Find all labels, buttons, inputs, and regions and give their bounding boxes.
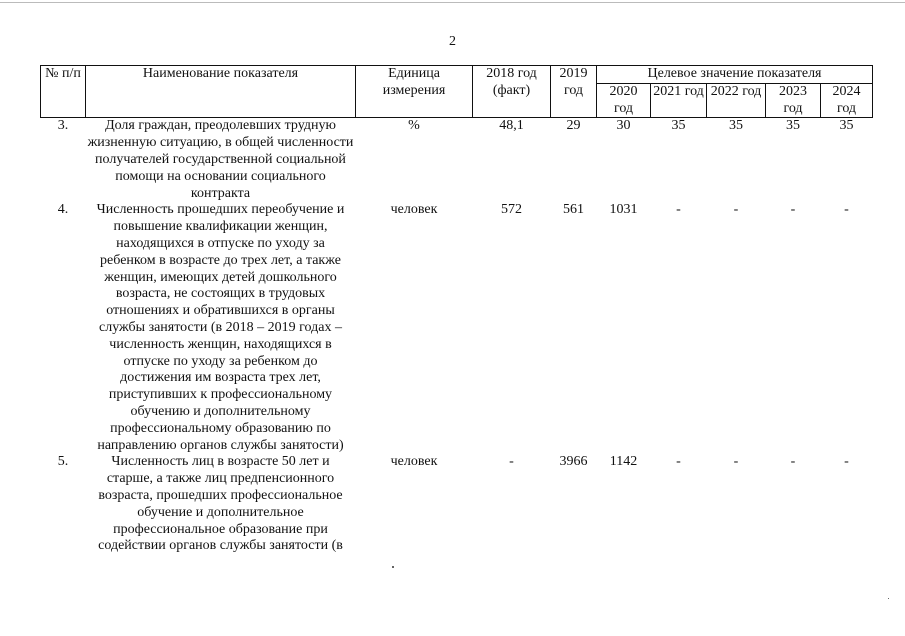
target-2023: 35 — [786, 118, 800, 134]
target-2020: 1142 — [609, 454, 638, 470]
scan-edge-line — [0, 2, 905, 3]
value-2018: - — [509, 454, 514, 470]
header-target-2024: 2024 год — [821, 83, 873, 118]
table-row — [41, 202, 873, 454]
page-number: 2 — [449, 34, 456, 49]
value-2019: 561 — [563, 202, 584, 218]
header-target-2021: 2021 год — [651, 83, 707, 118]
row-number: 4. — [57, 202, 69, 218]
value-2019: 29 — [566, 118, 581, 134]
row-number: 5. — [57, 454, 69, 470]
header-2018: 2018 год (факт) — [473, 66, 551, 118]
header-target-2023: 2023 год — [766, 83, 821, 118]
header-unit: Единица измерения — [356, 66, 473, 118]
header-target-group: Целевое значение показателя — [597, 66, 873, 84]
indicator-name: Численность лиц в возрасте 50 лет и старше, а также лиц предпенсионного возраста, прошедших профессиональное обучение и дополнительное профессиональное образование при содействии органов службы занятости (в — [98, 454, 343, 554]
target-2022: 35 — [729, 118, 743, 134]
unit-cell: % — [408, 118, 420, 134]
target-2020: 1031 — [609, 202, 638, 218]
scan-speck — [392, 566, 394, 568]
row-number: 3. — [57, 118, 69, 134]
header-name: Наименование показателя — [86, 66, 356, 118]
target-2024: - — [844, 202, 849, 218]
value-2018: 572 — [501, 202, 522, 218]
target-2021: - — [676, 202, 681, 218]
header-row — [41, 66, 873, 84]
target-2021: 35 — [671, 118, 686, 134]
header-target-2022: 2022 год — [707, 83, 766, 118]
target-2023: - — [790, 454, 796, 470]
header-2019: 2019 год — [551, 66, 597, 118]
indicator-name: Численность прошедших переобучение и повышение квалификации женщин, находящихся в отпуске по уходу за ребенком в возрасте до трех лет, а также женщин, имеющих детей дошкольного возраста, не состоящих в трудовых отношениях и обратившихся в органы службы занятости (в 2018 – 2019 годах – численность женщин, находящихся в отпуске по уходу за ребенком до достижения им возраста трех лет, приступивших к профессиональному обучению и дополнительному профессиональному образованию по направлению органов службы занятости) — [96, 202, 345, 453]
target-2021: - — [676, 454, 681, 470]
target-2020: 30 — [616, 118, 631, 134]
table-row — [41, 118, 873, 202]
table-row — [41, 454, 873, 555]
value-2018: 48,1 — [499, 118, 524, 134]
target-2023: - — [790, 202, 796, 218]
target-2024: 35 — [839, 118, 854, 134]
scan-speck — [888, 598, 889, 599]
unit-cell: человек — [390, 202, 438, 218]
value-2019: 3966 — [559, 454, 588, 470]
target-2024: - — [844, 454, 849, 470]
target-2022: - — [733, 454, 739, 470]
indicator-name: Доля граждан, преодолевших трудную жизненную ситуацию, в общей численности получателей государственной социальной помощи на основании социального контракта — [87, 118, 354, 201]
header-target-2020: 2020 год — [597, 83, 651, 118]
target-2022: - — [733, 202, 739, 218]
header-no: № п/п — [41, 66, 86, 118]
unit-cell: человек — [390, 454, 438, 470]
indicators-table — [40, 65, 873, 555]
